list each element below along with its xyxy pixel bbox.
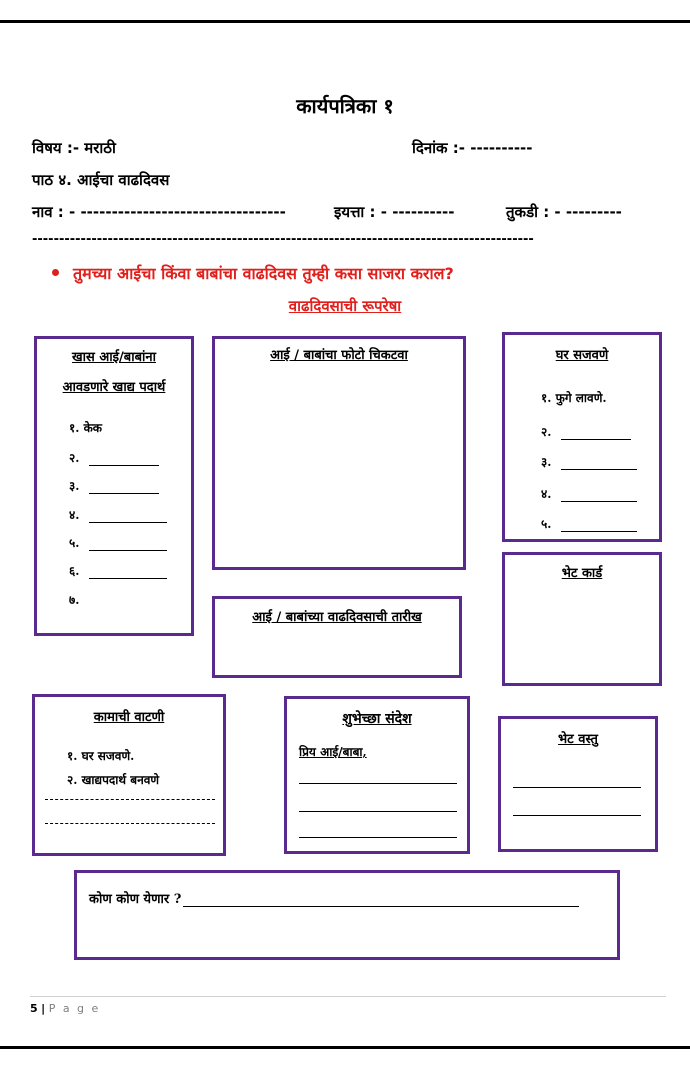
work-box bbox=[32, 694, 226, 856]
decor-item-5-blank[interactable] bbox=[561, 519, 637, 532]
food-box-title-line1: खास आई/बाबांना bbox=[72, 350, 156, 365]
gift-line-1[interactable] bbox=[513, 787, 641, 788]
decor-item-1: १. फुगे लावणे. bbox=[541, 391, 607, 405]
card-box[interactable] bbox=[502, 552, 662, 686]
food-item-1: १. केक bbox=[69, 421, 103, 435]
division-field[interactable]: तुकडी : - --------- bbox=[506, 203, 622, 221]
work-box-title: कामाची वाटणी bbox=[93, 710, 165, 725]
gift-line-2[interactable] bbox=[513, 815, 641, 816]
decor-item-2: २. bbox=[541, 425, 552, 439]
guests-box bbox=[74, 870, 620, 960]
decor-item-4: ४. bbox=[541, 487, 552, 501]
question-text bbox=[52, 262, 454, 284]
gift-box bbox=[498, 716, 658, 852]
greeting-box-title: शुभेच्छा संदेश bbox=[342, 711, 412, 727]
page-label: P a g e bbox=[48, 1002, 101, 1015]
birthdate-box[interactable] bbox=[212, 596, 462, 678]
food-item-6: ६. bbox=[69, 564, 80, 578]
food-item-5: ५. bbox=[69, 536, 80, 550]
photo-box[interactable] bbox=[212, 336, 466, 570]
decor-box bbox=[502, 332, 662, 542]
work-blank-line-1[interactable] bbox=[45, 799, 215, 800]
food-box bbox=[34, 336, 194, 636]
page-footer: 5 | P a g e bbox=[30, 1002, 101, 1015]
food-item-7: ७. bbox=[69, 593, 80, 607]
work-item-1: १. घर सजवणे. bbox=[67, 749, 135, 763]
greeting-line-1[interactable] bbox=[299, 783, 457, 784]
food-item-5-blank[interactable] bbox=[89, 538, 167, 551]
date-field[interactable]: दिनांक :- ---------- bbox=[412, 139, 533, 157]
photo-box-title: आई / बाबांचा फोटो चिकटवा bbox=[270, 348, 408, 363]
bottom-border-rule bbox=[0, 1046, 690, 1049]
worksheet-title: कार्यपत्रिका १ bbox=[296, 94, 394, 118]
card-box-title: भेट कार्ड bbox=[561, 566, 603, 581]
greeting-salutation: प्रिय आई/बाबा, bbox=[299, 745, 367, 759]
greeting-line-3[interactable] bbox=[299, 837, 457, 838]
food-item-2-blank[interactable] bbox=[89, 453, 159, 466]
guests-label: कोण कोण येणार ? bbox=[89, 892, 182, 907]
food-item-4: ४. bbox=[69, 508, 80, 522]
decor-item-3: ३. bbox=[541, 455, 552, 469]
outline-subtitle: वाढदिवसाची रूपरेषा bbox=[288, 297, 402, 315]
gift-box-title: भेट वस्तु bbox=[558, 732, 598, 747]
bullet-icon bbox=[52, 269, 59, 276]
separator-line: --------------------------------------------------------------------------------------------- bbox=[32, 232, 534, 247]
greeting-box bbox=[284, 696, 470, 854]
decor-box-title: घर सजवणे bbox=[555, 348, 609, 363]
page-number: 5 bbox=[30, 1002, 38, 1015]
decor-item-2-blank[interactable] bbox=[561, 427, 631, 440]
food-item-3-blank[interactable] bbox=[89, 481, 159, 494]
food-item-6-blank[interactable] bbox=[89, 566, 167, 579]
birthdate-box-title: आई / बाबांच्या वाढदिवसाची तारीख bbox=[252, 610, 422, 625]
food-item-3: ३. bbox=[69, 479, 80, 493]
decor-item-5: ५. bbox=[541, 517, 552, 531]
work-item-2: २. खाद्यपदार्थ बनवणे bbox=[67, 773, 160, 787]
question-label: तुमच्या आईचा किंवा बाबांचा वाढदिवस तुम्ही कसा साजरा कराल? bbox=[73, 264, 454, 283]
lesson-label: पाठ ४. आईचा वाढदिवस bbox=[32, 171, 170, 189]
food-item-2: २. bbox=[69, 451, 80, 465]
subject-label: विषय :- मराठी bbox=[32, 139, 116, 157]
standard-field[interactable]: इयत्ता : - ---------- bbox=[334, 203, 455, 221]
top-border-rule bbox=[0, 20, 690, 23]
food-box-title-line2: आवडणारे खाद्य पदार्थ bbox=[62, 380, 166, 395]
food-item-4-blank[interactable] bbox=[89, 510, 167, 523]
decor-item-3-blank[interactable] bbox=[561, 457, 637, 470]
footer-rule bbox=[30, 996, 666, 997]
guests-blank[interactable] bbox=[183, 894, 579, 907]
work-blank-line-2[interactable] bbox=[45, 823, 215, 824]
greeting-line-2[interactable] bbox=[299, 811, 457, 812]
decor-item-4-blank[interactable] bbox=[561, 489, 637, 502]
name-field[interactable]: नाव : - --------------------------------- bbox=[32, 203, 286, 221]
